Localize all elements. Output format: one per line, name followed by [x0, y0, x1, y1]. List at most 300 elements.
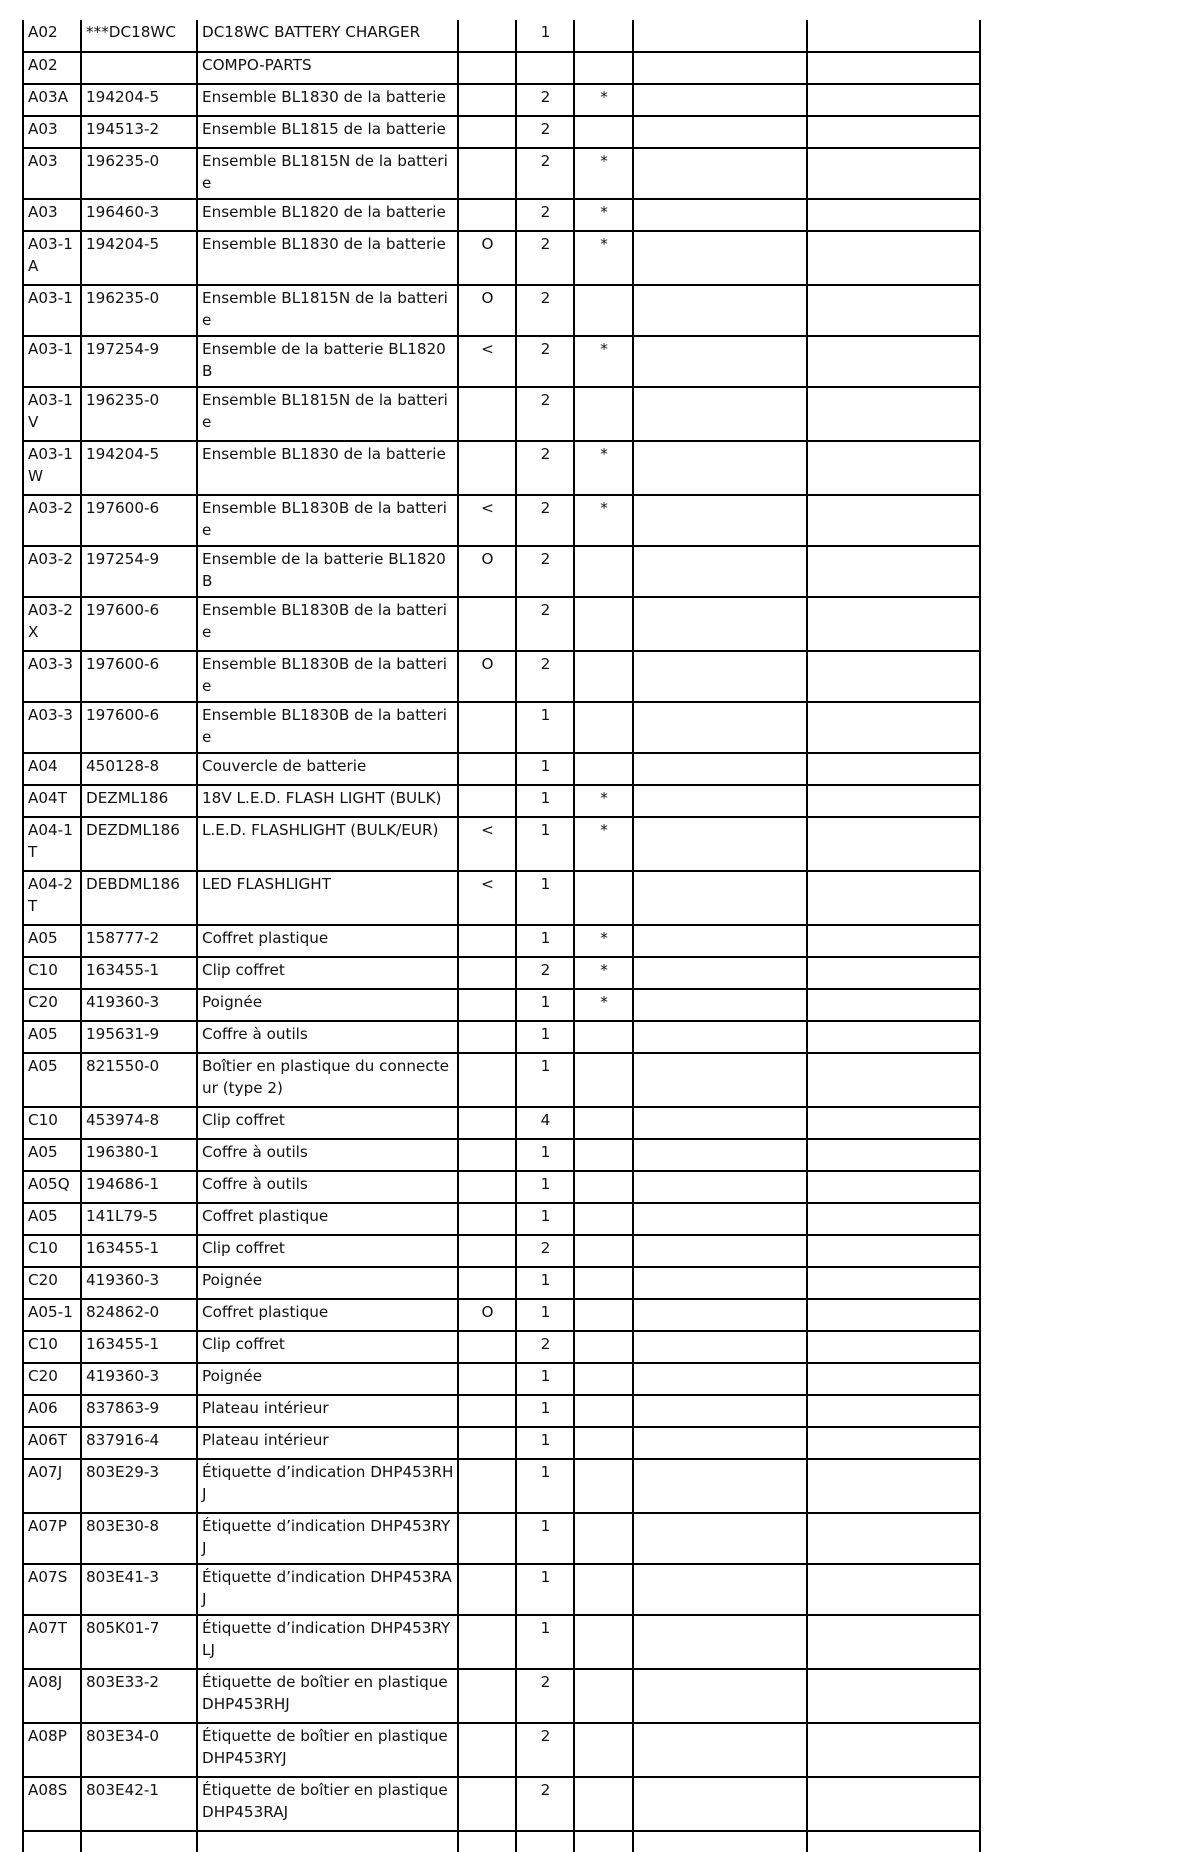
- empty-cell: [807, 336, 980, 387]
- empty-cell: [807, 20, 980, 52]
- note-cell: *: [574, 84, 633, 116]
- quantity-cell: 2: [516, 199, 574, 231]
- description-cell: 18V L.E.D. FLASH LIGHT (BULK): [197, 785, 458, 817]
- quantity-cell: 1: [516, 1139, 574, 1171]
- empty-cell: [633, 1203, 807, 1235]
- part-number-cell: 419360-3: [81, 1363, 197, 1395]
- note-cell: [574, 1564, 633, 1615]
- empty-cell: [633, 702, 807, 753]
- table-row: [23, 1021, 980, 1053]
- note-cell: [574, 1053, 633, 1107]
- part-number-cell: 194686-1: [81, 1171, 197, 1203]
- empty-cell: [633, 651, 807, 702]
- note-cell: *: [574, 925, 633, 957]
- description-cell: Ensemble BL1830B de la batterie: [197, 651, 458, 702]
- empty-cell: [807, 52, 980, 84]
- table-row: [23, 1235, 980, 1267]
- item-number-cell: A05Q: [23, 1171, 81, 1203]
- indicator-cell: [458, 1459, 516, 1513]
- table-row-continuation: [23, 1831, 980, 1852]
- quantity-cell: 1: [516, 1171, 574, 1203]
- note-cell: [574, 1669, 633, 1723]
- description-cell: Ensemble de la batterie BL1820B: [197, 546, 458, 597]
- part-number-cell: DEBDML186: [81, 871, 197, 925]
- description-cell: Ensemble BL1830 de la batterie: [197, 231, 458, 285]
- quantity-cell: 2: [516, 651, 574, 702]
- item-number-cell: A05: [23, 925, 81, 957]
- empty-cell: [807, 441, 980, 495]
- table-row: [23, 1669, 980, 1723]
- note-cell: [574, 1395, 633, 1427]
- description-cell: Ensemble BL1815N de la batterie: [197, 148, 458, 199]
- table-row: [23, 1053, 980, 1107]
- empty-cell: [807, 1669, 980, 1723]
- empty-cell: [807, 753, 980, 785]
- empty-cell: [633, 1669, 807, 1723]
- empty-cell: [633, 597, 807, 651]
- table-row: [23, 116, 980, 148]
- description-cell: Étiquette de boîtier en plastique DHP453RYJ: [197, 1723, 458, 1777]
- empty-cell: [807, 597, 980, 651]
- part-number-cell: 163455-1: [81, 1331, 197, 1363]
- part-number-cell: 194204-5: [81, 84, 197, 116]
- description-cell: Ensemble BL1830B de la batterie: [197, 495, 458, 546]
- quantity-cell: 2: [516, 1669, 574, 1723]
- table-row: [23, 1459, 980, 1513]
- part-number-cell: 837863-9: [81, 1395, 197, 1427]
- table-row: [23, 1564, 980, 1615]
- item-number-cell: A05: [23, 1021, 81, 1053]
- part-number-cell: 824862-0: [81, 1299, 197, 1331]
- empty-cell: [807, 1203, 980, 1235]
- item-number-cell: A08P: [23, 1723, 81, 1777]
- empty-cell: [807, 1299, 980, 1331]
- note-cell: [574, 1139, 633, 1171]
- description-cell: Coffre à outils: [197, 1139, 458, 1171]
- description-cell: Ensemble BL1830 de la batterie: [197, 84, 458, 116]
- part-number-cell: DEZML186: [81, 785, 197, 817]
- empty-cell: [633, 957, 807, 989]
- item-number-cell: C20: [23, 1363, 81, 1395]
- indicator-cell: [458, 957, 516, 989]
- note-cell: *: [574, 495, 633, 546]
- indicator-cell: O: [458, 1299, 516, 1331]
- item-number-cell: A02: [23, 20, 81, 52]
- part-number-cell: 196235-0: [81, 148, 197, 199]
- indicator-cell: [458, 116, 516, 148]
- item-number-cell: A05-1: [23, 1299, 81, 1331]
- empty-cell: [807, 785, 980, 817]
- parts-list-page: [22, 20, 981, 1852]
- quantity-cell: 1: [516, 1459, 574, 1513]
- item-number-cell: A06: [23, 1395, 81, 1427]
- quantity-cell: 2: [516, 1235, 574, 1267]
- item-number-cell: A05: [23, 1053, 81, 1107]
- empty-cell: [807, 1021, 980, 1053]
- quantity-cell: 1: [516, 1564, 574, 1615]
- table-row: [23, 1139, 980, 1171]
- note-cell: [574, 1513, 633, 1564]
- empty-cell: [633, 925, 807, 957]
- quantity-cell: 1: [516, 702, 574, 753]
- note-cell: [574, 387, 633, 441]
- empty-cell: [807, 989, 980, 1021]
- quantity-cell: 2: [516, 1777, 574, 1831]
- table-row: [23, 52, 980, 84]
- table-row: [23, 546, 980, 597]
- indicator-cell: [458, 753, 516, 785]
- empty-cell: [633, 441, 807, 495]
- item-number-cell: A03-1: [23, 285, 81, 336]
- item-number-cell: A04: [23, 753, 81, 785]
- indicator-cell: [458, 1021, 516, 1053]
- empty-cell: [807, 1723, 980, 1777]
- empty-cell: [807, 1235, 980, 1267]
- indicator-cell: [458, 1267, 516, 1299]
- part-number-cell: 803E30-8: [81, 1513, 197, 1564]
- part-number-cell: 803E33-2: [81, 1669, 197, 1723]
- item-number-cell: A07P: [23, 1513, 81, 1564]
- indicator-cell: [458, 148, 516, 199]
- indicator-cell: [458, 387, 516, 441]
- quantity-cell: 1: [516, 20, 574, 52]
- table-row: [23, 387, 980, 441]
- item-number-cell: A03-2: [23, 495, 81, 546]
- table-row: [23, 20, 980, 52]
- description-cell: Étiquette d’indication DHP453RYLJ: [197, 1615, 458, 1669]
- table-row: [23, 1107, 980, 1139]
- indicator-cell: [458, 1564, 516, 1615]
- part-number-cell: 197600-6: [81, 597, 197, 651]
- quantity-cell: 2: [516, 441, 574, 495]
- empty-cell: [807, 1777, 980, 1831]
- empty-cell: [807, 817, 980, 871]
- empty-cell: [633, 1513, 807, 1564]
- note-cell: [574, 1235, 633, 1267]
- empty-cell: [807, 1267, 980, 1299]
- indicator-cell: [458, 1427, 516, 1459]
- part-number-cell: 803E41-3: [81, 1564, 197, 1615]
- empty-cell: [633, 1395, 807, 1427]
- item-number-cell: A08J: [23, 1669, 81, 1723]
- indicator-cell: [458, 597, 516, 651]
- empty-cell: [633, 495, 807, 546]
- note-cell: *: [574, 199, 633, 231]
- description-cell: Coffret plastique: [197, 1203, 458, 1235]
- empty-cell: [807, 1427, 980, 1459]
- item-number-cell: A04T: [23, 785, 81, 817]
- description-cell: Étiquette de boîtier en plastique DHP453RHJ: [197, 1669, 458, 1723]
- table-row: [23, 817, 980, 871]
- indicator-cell: <: [458, 817, 516, 871]
- quantity-cell: 1: [516, 1203, 574, 1235]
- indicator-cell: [458, 1513, 516, 1564]
- empty-cell: [807, 387, 980, 441]
- empty-cell: [633, 1363, 807, 1395]
- part-number-cell: 453974-8: [81, 1107, 197, 1139]
- empty-cell: [633, 989, 807, 1021]
- empty-cell: [807, 1053, 980, 1107]
- empty-cell: [633, 1615, 807, 1669]
- empty-cell: [807, 925, 980, 957]
- item-number-cell: A07S: [23, 1564, 81, 1615]
- empty-cell: [633, 871, 807, 925]
- description-cell: Poignée: [197, 1363, 458, 1395]
- empty-cell: [633, 1053, 807, 1107]
- description-cell: Clip coffret: [197, 957, 458, 989]
- description-cell: Coffret plastique: [197, 1299, 458, 1331]
- item-number-cell: C10: [23, 1235, 81, 1267]
- empty-cell: [81, 1831, 197, 1852]
- part-number-cell: 419360-3: [81, 1267, 197, 1299]
- part-number-cell: DEZDML186: [81, 817, 197, 871]
- table-row: [23, 148, 980, 199]
- table-row: [23, 957, 980, 989]
- description-cell: DC18WC BATTERY CHARGER: [197, 20, 458, 52]
- empty-cell: [807, 1139, 980, 1171]
- description-cell: Coffret plastique: [197, 925, 458, 957]
- empty-cell: [807, 285, 980, 336]
- quantity-cell: 2: [516, 597, 574, 651]
- indicator-cell: O: [458, 285, 516, 336]
- description-cell: Boîtier en plastique du connecteur (type 2): [197, 1053, 458, 1107]
- description-cell: Couvercle de batterie: [197, 753, 458, 785]
- note-cell: [574, 1331, 633, 1363]
- part-number-cell: 197600-6: [81, 495, 197, 546]
- table-row: [23, 871, 980, 925]
- part-number-cell: 196235-0: [81, 285, 197, 336]
- empty-cell: [633, 1235, 807, 1267]
- indicator-cell: [458, 702, 516, 753]
- quantity-cell: 2: [516, 116, 574, 148]
- item-number-cell: A07J: [23, 1459, 81, 1513]
- item-number-cell: A03-1W: [23, 441, 81, 495]
- part-number-cell: 196460-3: [81, 199, 197, 231]
- part-number-cell: ***DC18WC: [81, 20, 197, 52]
- note-cell: [574, 651, 633, 702]
- indicator-cell: [458, 1615, 516, 1669]
- description-cell: Poignée: [197, 1267, 458, 1299]
- item-number-cell: A03-1: [23, 336, 81, 387]
- part-number-cell: 158777-2: [81, 925, 197, 957]
- note-cell: *: [574, 231, 633, 285]
- note-cell: *: [574, 817, 633, 871]
- empty-cell: [807, 231, 980, 285]
- item-number-cell: A03-2: [23, 546, 81, 597]
- note-cell: [574, 1299, 633, 1331]
- empty-cell: [807, 116, 980, 148]
- quantity-cell: [516, 52, 574, 84]
- indicator-cell: [458, 1203, 516, 1235]
- part-number-cell: 163455-1: [81, 1235, 197, 1267]
- note-cell: *: [574, 957, 633, 989]
- parts-table: [22, 20, 981, 1852]
- indicator-cell: <: [458, 495, 516, 546]
- table-row: [23, 651, 980, 702]
- table-row: [23, 1395, 980, 1427]
- empty-cell: [807, 702, 980, 753]
- empty-cell: [633, 199, 807, 231]
- quantity-cell: 1: [516, 785, 574, 817]
- item-number-cell: A05: [23, 1139, 81, 1171]
- description-cell: Plateau intérieur: [197, 1395, 458, 1427]
- table-row: [23, 1331, 980, 1363]
- quantity-cell: 1: [516, 1021, 574, 1053]
- part-number-cell: 803E42-1: [81, 1777, 197, 1831]
- item-number-cell: A03-1V: [23, 387, 81, 441]
- table-row: [23, 285, 980, 336]
- table-row: [23, 1171, 980, 1203]
- table-row: [23, 597, 980, 651]
- part-number-cell: 197254-9: [81, 546, 197, 597]
- description-cell: Ensemble BL1820 de la batterie: [197, 199, 458, 231]
- quantity-cell: 2: [516, 957, 574, 989]
- item-number-cell: A04-2T: [23, 871, 81, 925]
- table-row: [23, 495, 980, 546]
- empty-cell: [633, 52, 807, 84]
- item-number-cell: A07T: [23, 1615, 81, 1669]
- table-row: [23, 1777, 980, 1831]
- indicator-cell: [458, 1053, 516, 1107]
- empty-cell: [633, 387, 807, 441]
- note-cell: [574, 546, 633, 597]
- item-number-cell: A02: [23, 52, 81, 84]
- table-row: [23, 753, 980, 785]
- indicator-cell: [458, 1777, 516, 1831]
- item-number-cell: A06T: [23, 1427, 81, 1459]
- indicator-cell: [458, 1171, 516, 1203]
- item-number-cell: A08S: [23, 1777, 81, 1831]
- table-row: [23, 925, 980, 957]
- empty-cell: [807, 1564, 980, 1615]
- indicator-cell: [458, 1363, 516, 1395]
- quantity-cell: 1: [516, 1053, 574, 1107]
- table-row: [23, 1427, 980, 1459]
- description-cell: Étiquette de boîtier en plastique DHP453RAJ: [197, 1777, 458, 1831]
- empty-cell: [633, 116, 807, 148]
- part-number-cell: 194204-5: [81, 231, 197, 285]
- note-cell: *: [574, 785, 633, 817]
- empty-cell: [633, 148, 807, 199]
- empty-cell: [458, 1831, 516, 1852]
- part-number-cell: 837916-4: [81, 1427, 197, 1459]
- note-cell: [574, 702, 633, 753]
- table-row: [23, 1723, 980, 1777]
- indicator-cell: O: [458, 651, 516, 702]
- empty-cell: [633, 1267, 807, 1299]
- description-cell: Clip coffret: [197, 1331, 458, 1363]
- part-number-cell: 805K01-7: [81, 1615, 197, 1669]
- empty-cell: [633, 817, 807, 871]
- item-number-cell: C20: [23, 989, 81, 1021]
- empty-cell: [807, 1107, 980, 1139]
- description-cell: Ensemble BL1815 de la batterie: [197, 116, 458, 148]
- quantity-cell: 1: [516, 1615, 574, 1669]
- quantity-cell: 2: [516, 495, 574, 546]
- empty-cell: [633, 285, 807, 336]
- empty-cell: [807, 1513, 980, 1564]
- table-row: [23, 84, 980, 116]
- note-cell: [574, 1267, 633, 1299]
- empty-cell: [807, 1615, 980, 1669]
- item-number-cell: A03-2X: [23, 597, 81, 651]
- empty-cell: [633, 1723, 807, 1777]
- indicator-cell: [458, 20, 516, 52]
- description-cell: COMPO-PARTS: [197, 52, 458, 84]
- empty-cell: [807, 1331, 980, 1363]
- note-cell: [574, 116, 633, 148]
- parts-table-body: [23, 20, 980, 1852]
- indicator-cell: [458, 441, 516, 495]
- empty-cell: [633, 1139, 807, 1171]
- indicator-cell: [458, 1723, 516, 1777]
- part-number-cell: 803E34-0: [81, 1723, 197, 1777]
- description-cell: Étiquette d’indication DHP453RHJ: [197, 1459, 458, 1513]
- quantity-cell: 2: [516, 336, 574, 387]
- item-number-cell: C10: [23, 1331, 81, 1363]
- indicator-cell: [458, 1235, 516, 1267]
- quantity-cell: 2: [516, 285, 574, 336]
- part-number-cell: 821550-0: [81, 1053, 197, 1107]
- description-cell: Plateau intérieur: [197, 1427, 458, 1459]
- description-cell: Ensemble BL1815N de la batterie: [197, 387, 458, 441]
- indicator-cell: [458, 84, 516, 116]
- description-cell: Étiquette d’indication DHP453RAJ: [197, 1564, 458, 1615]
- empty-cell: [633, 1459, 807, 1513]
- note-cell: [574, 52, 633, 84]
- table-row: [23, 1203, 980, 1235]
- description-cell: Ensemble BL1830 de la batterie: [197, 441, 458, 495]
- indicator-cell: [458, 1395, 516, 1427]
- quantity-cell: 1: [516, 1267, 574, 1299]
- quantity-cell: 2: [516, 1331, 574, 1363]
- item-number-cell: A03-3: [23, 651, 81, 702]
- quantity-cell: 1: [516, 1427, 574, 1459]
- description-cell: Ensemble de la batterie BL1820B: [197, 336, 458, 387]
- item-number-cell: A03: [23, 116, 81, 148]
- description-cell: Coffre à outils: [197, 1171, 458, 1203]
- note-cell: [574, 285, 633, 336]
- part-number-cell: 803E29-3: [81, 1459, 197, 1513]
- quantity-cell: 1: [516, 1513, 574, 1564]
- description-cell: Coffre à outils: [197, 1021, 458, 1053]
- empty-cell: [807, 148, 980, 199]
- note-cell: *: [574, 148, 633, 199]
- part-number-cell: 194513-2: [81, 116, 197, 148]
- empty-cell: [807, 199, 980, 231]
- description-cell: Clip coffret: [197, 1235, 458, 1267]
- quantity-cell: 2: [516, 148, 574, 199]
- table-row: [23, 1513, 980, 1564]
- description-cell: Ensemble BL1830B de la batterie: [197, 702, 458, 753]
- note-cell: *: [574, 336, 633, 387]
- note-cell: *: [574, 989, 633, 1021]
- table-row: [23, 702, 980, 753]
- item-number-cell: C10: [23, 957, 81, 989]
- indicator-cell: O: [458, 231, 516, 285]
- empty-cell: [516, 1831, 574, 1852]
- part-number-cell: 195631-9: [81, 1021, 197, 1053]
- quantity-cell: 1: [516, 1299, 574, 1331]
- empty-cell: [633, 1021, 807, 1053]
- indicator-cell: [458, 1139, 516, 1171]
- item-number-cell: A03A: [23, 84, 81, 116]
- description-cell: Clip coffret: [197, 1107, 458, 1139]
- quantity-cell: 1: [516, 817, 574, 871]
- note-cell: *: [574, 441, 633, 495]
- empty-cell: [633, 336, 807, 387]
- item-number-cell: A04-1T: [23, 817, 81, 871]
